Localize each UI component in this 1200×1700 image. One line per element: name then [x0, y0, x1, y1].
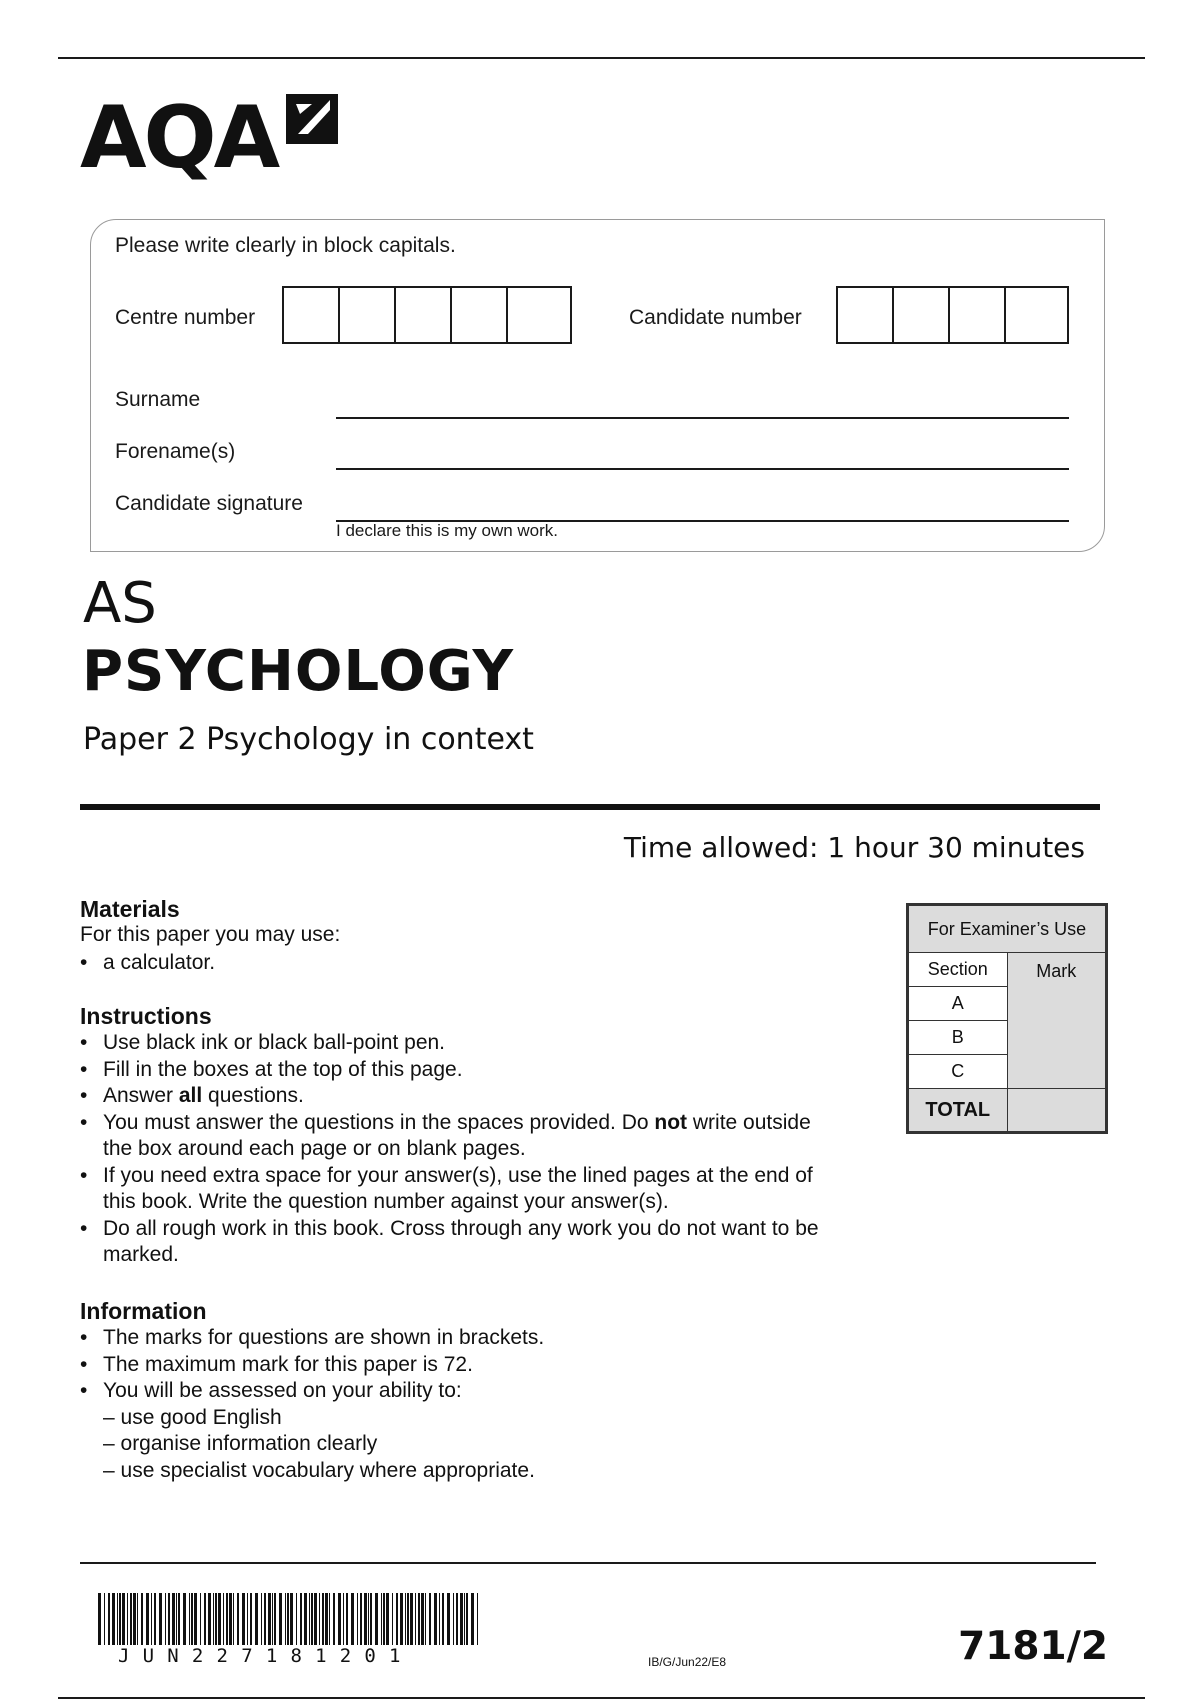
- centre-number-box[interactable]: [340, 288, 396, 342]
- bottom-rule: [58, 1697, 1145, 1699]
- time-allowed: Time allowed: 1 hour 30 minutes: [623, 831, 1085, 864]
- section-row-c: C: [909, 1055, 1008, 1089]
- barcode-digits: JUN227181201: [118, 1645, 414, 1667]
- centre-number-label: Centre number: [115, 306, 256, 329]
- list-subitem: – use good English: [103, 1405, 282, 1429]
- list-item: • The marks for questions are shown in brackets.: [80, 1325, 840, 1352]
- candidate-number-box[interactable]: [1006, 288, 1062, 342]
- logo-text: AQA: [80, 88, 278, 188]
- list-item: • If you need extra space for your answer(s), use the lined pages at the end of this book. Write the question number against your answer(s).: [80, 1163, 840, 1216]
- total-label: TOTAL: [909, 1089, 1008, 1132]
- aqa-logo: [80, 88, 350, 188]
- paper-reference: IB/G/Jun22/E8: [648, 1655, 727, 1669]
- paper-code: 7181/2: [958, 1624, 1108, 1669]
- list-item: • Use black ink or black ball-point pen.: [80, 1030, 840, 1057]
- forename-field[interactable]: [336, 468, 1069, 470]
- centre-number-box[interactable]: [452, 288, 508, 342]
- list-subitem: – organise information clearly: [103, 1432, 378, 1455]
- centre-number-box[interactable]: [284, 288, 340, 342]
- examiners-use-table: [906, 903, 1108, 1134]
- list-item: • You will be assessed on your ability to:: [80, 1378, 840, 1405]
- footer-rule: [80, 1562, 1096, 1564]
- heading-rule: [80, 804, 1100, 810]
- candidate-number-boxes[interactable]: [836, 286, 1069, 344]
- list-subitem: – use specialist vocabulary where appropriate.: [103, 1458, 535, 1482]
- materials-heading: Materials: [80, 896, 180, 922]
- candidate-details-box: [90, 219, 1105, 552]
- centre-number-box[interactable]: [508, 288, 564, 342]
- section-column-header: Section: [909, 953, 1008, 987]
- surname-field[interactable]: [336, 417, 1069, 419]
- qualification-level: AS: [83, 571, 157, 636]
- section-row-a: A: [909, 987, 1008, 1021]
- information-heading: Information: [80, 1298, 207, 1324]
- list-item: • Do all rough work in this book. Cross through any work you do not want to be marked.: [80, 1216, 840, 1269]
- candidate-number-box[interactable]: [838, 288, 894, 342]
- candidate-number-box[interactable]: [950, 288, 1006, 342]
- barcode-icon: [98, 1593, 480, 1648]
- aqa-logo-mark-icon: [282, 90, 342, 152]
- centre-number-boxes[interactable]: [282, 286, 572, 344]
- list-item: • Fill in the boxes at the top of this page.: [80, 1057, 840, 1084]
- subject-title: PSYCHOLOGY: [82, 639, 515, 704]
- forename-label: Forename(s): [115, 440, 236, 463]
- candidate-number-label: Candidate number: [629, 306, 802, 329]
- information-list: [80, 1325, 840, 1484]
- list-item: • The maximum mark for this paper is 72.: [80, 1352, 840, 1379]
- materials-intro: For this paper you may use:: [80, 923, 341, 946]
- signature-label: Candidate signature: [115, 492, 303, 515]
- block-capitals-instruction: Please write clearly in block capitals.: [115, 234, 456, 257]
- top-rule: [58, 57, 1145, 59]
- mark-column-header: Mark: [1007, 953, 1106, 1089]
- instructions-heading: Instructions: [80, 1003, 212, 1029]
- paper-title: Paper 2 Psychology in context: [83, 722, 534, 757]
- total-mark-cell: [1007, 1089, 1106, 1132]
- centre-number-box[interactable]: [396, 288, 452, 342]
- declaration-text: I declare this is my own work.: [336, 521, 559, 540]
- candidate-number-box[interactable]: [894, 288, 950, 342]
- examiners-use-title: For Examiner’s Use: [909, 906, 1106, 953]
- materials-list: [80, 950, 840, 977]
- list-item: • a calculator.: [80, 950, 840, 977]
- list-item: • Answer all questions.: [80, 1083, 840, 1110]
- surname-label: Surname: [115, 388, 201, 411]
- list-item: • You must answer the questions in the spaces provided. Do not write outside the box around each page or on blank pages.: [80, 1110, 840, 1163]
- section-row-b: B: [909, 1021, 1008, 1055]
- instructions-list: [80, 1030, 840, 1269]
